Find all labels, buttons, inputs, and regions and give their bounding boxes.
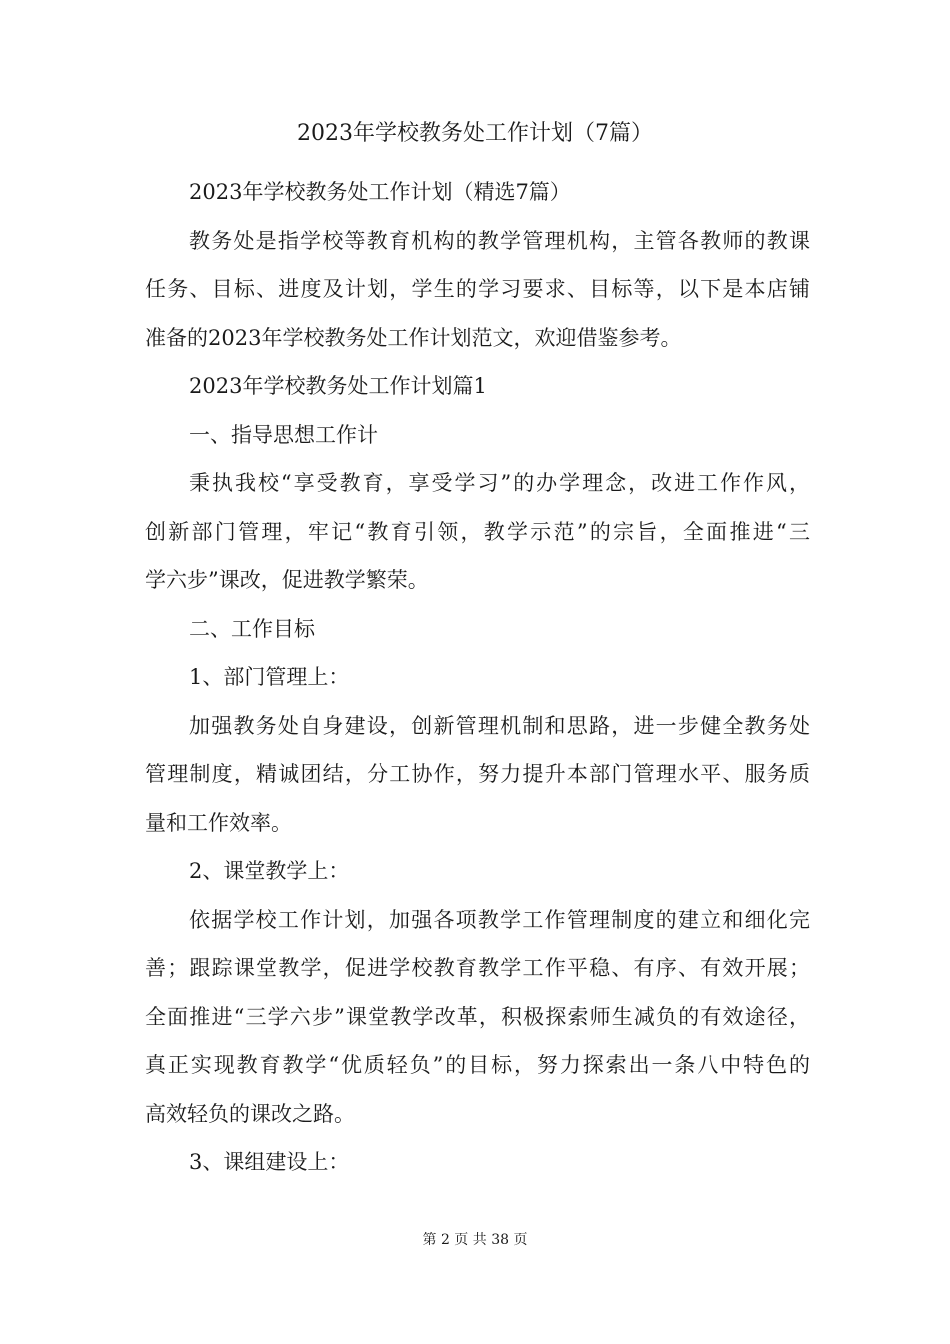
part1-line-2: 创新部门管理，牢记“教育引领，教学示范”的宗旨，全面推进“三 — [145, 519, 810, 544]
document-body — [145, 168, 810, 1187]
section-heading: 2023年学校教务处工作计划篇1 — [189, 374, 487, 398]
item1-line-2: 管理制度，精诚团结，分工协作，努力提升本部门管理水平、服务质 — [145, 762, 810, 786]
intro-line-2: 任务、目标、进度及计划，学生的学习要求、目标等，以下是本店铺 — [145, 277, 810, 301]
item2-line-3: 全面推进“三学六步”课堂教学改革，积极探索师生减负的有效途径， — [145, 1004, 810, 1029]
part1-line-1: 秉执我校“享受教育，享受学习”的办学理念，改进工作作风， — [189, 471, 810, 495]
item2-heading: 2、课堂教学上： — [189, 859, 350, 883]
intro-line-3: 准备的2023年学校教务处工作计划范文，欢迎借鉴参考。 — [145, 325, 682, 350]
item2-line-2: 善；跟踪课堂教学，促进学校教育教学工作平稳、有序、有效开展； — [145, 956, 810, 980]
subtitle: 2023年学校教务处工作计划（精选7篇） — [189, 180, 571, 204]
item2-line-4: 真正实现教育教学“优质轻负”的目标，努力探索出一条八中特色的 — [145, 1053, 810, 1077]
item1-heading: 1、部门管理上： — [189, 665, 350, 689]
item2-line-5: 高效轻负的课改之路。 — [145, 1101, 355, 1126]
part1-heading: 一、指导思想工作计 — [189, 422, 378, 447]
document-title: 2023年学校教务处工作计划（7篇） — [297, 121, 653, 146]
intro-line-1: 教务处是指学校等教育机构的教学管理机构，主管各教师的教课 — [189, 228, 810, 253]
page-number: 第 2 页 共 38 页 — [422, 1232, 528, 1248]
item3-heading: 3、课组建设上： — [189, 1150, 350, 1174]
item1-line-1: 加强教务处自身建设，创新管理机制和思路，进一步健全教务处 — [189, 713, 810, 738]
part2-heading: 二、工作目标 — [189, 616, 315, 641]
part1-line-3: 学六步”课改，促进教学繁荣。 — [145, 568, 429, 592]
item1-line-3: 量和工作效率。 — [145, 810, 292, 835]
item2-line-1: 依据学校工作计划，加强各项教学工作管理制度的建立和细化完 — [189, 907, 810, 932]
